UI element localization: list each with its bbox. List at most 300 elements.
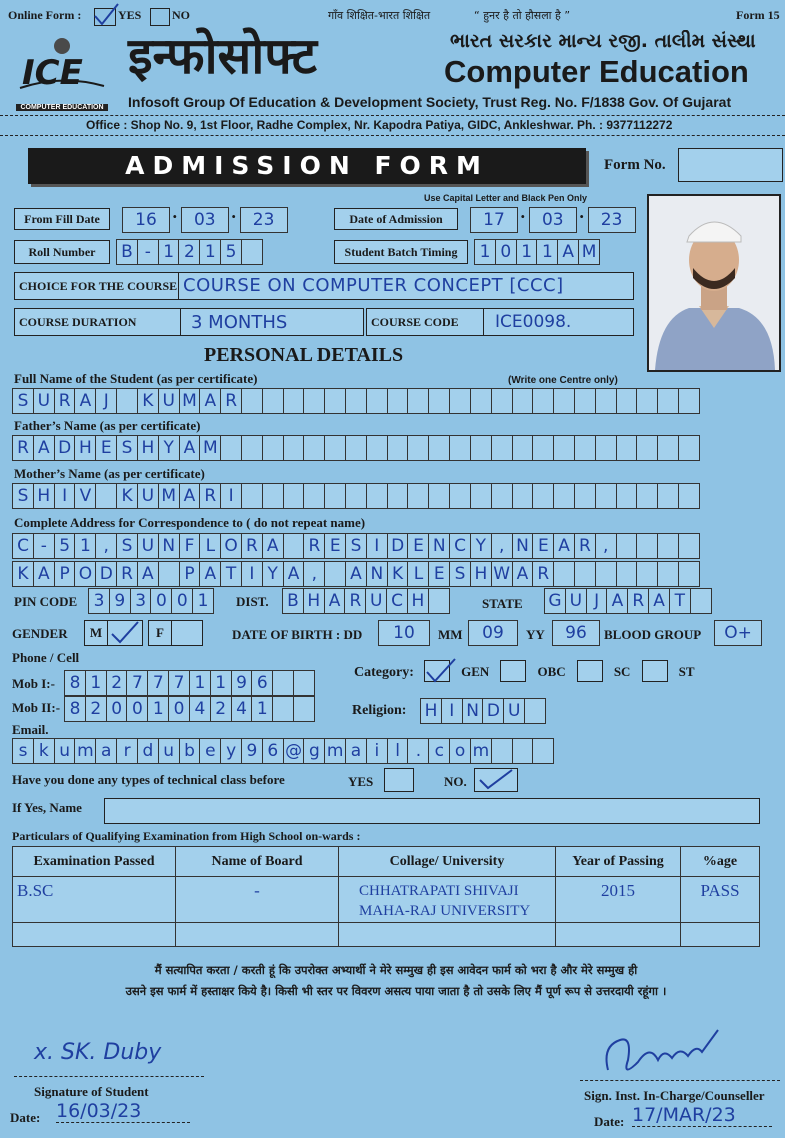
course-duration-label: COURSE DURATION: [19, 315, 137, 329]
roll-number-cells: [116, 239, 262, 265]
email-cell: u: [54, 738, 76, 764]
email-cell: l: [387, 738, 409, 764]
society-line: Infosoft Group Of Education & Development Society, Trust Reg. No. F/1838 Gov. Of Gujarat: [128, 94, 732, 110]
batch-cell: M: [578, 239, 600, 265]
pin-cell: 1: [192, 588, 214, 614]
qualification-heading: Particulars of Qualifying Examination from High School on-wards :: [12, 829, 361, 843]
mob2-cell: 2: [210, 696, 232, 722]
incharge-signature-line: [580, 1080, 780, 1081]
mob1-cells: [64, 670, 314, 696]
full-name-cell: [491, 388, 513, 414]
student-photo: [647, 194, 781, 372]
roll-cell: 5: [220, 239, 242, 265]
father-name-cell: [636, 435, 658, 461]
mother-name-cell: [678, 483, 700, 509]
pin-cell: 0: [150, 588, 172, 614]
course-code-divider: [483, 309, 484, 335]
qualification-header-row: [13, 847, 760, 877]
gender-f-checkbox: [171, 620, 203, 646]
religion-cell: N: [462, 698, 484, 724]
email-cell: k: [33, 738, 55, 764]
email-cell: o: [449, 738, 471, 764]
address-cell: K: [12, 561, 34, 587]
course-choice-value: COURSE ON COMPUTER CONCEPT [CCC]: [183, 275, 564, 296]
tech-yes-label: YES: [348, 774, 374, 789]
mob1-label: Mob I:-: [12, 676, 55, 691]
pin-cell: 3: [130, 588, 152, 614]
mob2-cell: 0: [168, 696, 190, 722]
full-name-cells: [12, 388, 699, 414]
dist-cell: H: [303, 588, 325, 614]
date-separator: ·: [520, 207, 526, 226]
full-name-cell: [616, 388, 638, 414]
course-choice-label: CHOICE FOR THE COURSE: [19, 279, 178, 293]
logo: [16, 34, 108, 114]
mother-name-cell: [241, 483, 263, 509]
mob1-cell: 8: [64, 670, 86, 696]
address-cell: [553, 561, 575, 587]
tick-icon: [108, 618, 142, 646]
address-cell: -: [33, 533, 55, 559]
mob1-cell: 2: [106, 670, 128, 696]
religion-cell: D: [482, 698, 504, 724]
tick-icon: [476, 766, 516, 792]
father-name-cell: [678, 435, 700, 461]
mother-name-cell: [407, 483, 429, 509]
full-name-cell: U: [33, 388, 55, 414]
full-name-cell: [262, 388, 284, 414]
religion-cell: [524, 698, 546, 724]
batch-cell: 1: [474, 239, 496, 265]
mother-name-cell: [616, 483, 638, 509]
form-code: Form 15: [736, 8, 780, 22]
mother-name-cell: U: [137, 483, 159, 509]
mob2-cell: [293, 696, 315, 722]
email-cell: e: [199, 738, 221, 764]
gujarati-line: ભારત સરકાર માન્ય રજી. તાલીમ સંસ્થા: [450, 30, 756, 52]
mother-name-cell: I: [54, 483, 76, 509]
address-cell: 5: [54, 533, 76, 559]
mother-name-label: Mother’s Name (as per certificate): [14, 466, 205, 481]
email-cell: m: [324, 738, 346, 764]
address-cell: P: [54, 561, 76, 587]
mob2-cell: 1: [147, 696, 169, 722]
online-no-label: NO: [172, 8, 190, 22]
full-name-cell: [595, 388, 617, 414]
email-cell: 6: [262, 738, 284, 764]
address-cell: O: [74, 561, 96, 587]
from-fill-date-mm: 03: [181, 207, 229, 233]
father-name-cell: [428, 435, 450, 461]
address-cell: W: [491, 561, 513, 587]
address-cell: Y: [470, 533, 492, 559]
ice-logo-icon: [16, 34, 108, 92]
full-name-cell: [636, 388, 658, 414]
dist-label: DIST.: [236, 594, 269, 609]
mother-name-cell: V: [74, 483, 96, 509]
gender-m: M: [84, 620, 108, 646]
course-duration-row: [14, 308, 364, 336]
address-cell: L: [407, 561, 429, 587]
mob1-cell: 6: [251, 670, 273, 696]
full-name-cell: [678, 388, 700, 414]
father-name-cell: [616, 435, 638, 461]
father-name-label: Father’s Name (as per certificate): [14, 418, 201, 433]
full-name-cell: [303, 388, 325, 414]
father-name-cell: H: [137, 435, 159, 461]
father-name-cell: [595, 435, 617, 461]
address-cell: [657, 533, 679, 559]
admission-mm: 03: [529, 207, 577, 233]
brand-english: Computer Education: [444, 54, 749, 89]
address-cell: E: [324, 533, 346, 559]
pin-code-label: PIN CODE: [14, 594, 78, 609]
father-name-cell: A: [33, 435, 55, 461]
address-cell: I: [241, 561, 263, 587]
email-label: Email.: [12, 722, 49, 737]
full-name-cell: U: [158, 388, 180, 414]
cat-st-label: ST: [678, 663, 695, 679]
hindi-slogan-2: “ हुनर है तो हौसला है ”: [474, 9, 571, 22]
dob-mm-label: MM: [438, 627, 463, 642]
address-cell: ,: [303, 561, 325, 587]
mother-name-cell: [428, 483, 450, 509]
from-fill-date-dd: 16: [122, 207, 170, 233]
declaration-line1: मैं सत्यापित करता / करती हूं कि उपरोक्त अभ्यार्थी ने मेरे सम्मुख ही इस आवेदन फार्म को भरा है और मेरे सम्मुख ही: [154, 963, 638, 977]
date-of-admission: [470, 207, 634, 233]
dist-cell: U: [365, 588, 387, 614]
address-cell: [657, 561, 679, 587]
father-name-cell: [470, 435, 492, 461]
address-cell: [678, 533, 700, 559]
tech-no-label: NO.: [444, 774, 467, 789]
mob1-cell: 1: [85, 670, 107, 696]
centre-note: (Write one Centre only): [508, 375, 618, 386]
address-cell: D: [387, 533, 409, 559]
cat-obc-label: OBC: [537, 663, 566, 679]
declaration-line2: उसने इस फार्म में हस्ताक्षर किये है। किसी भी स्तर पर विवरण असत्य पाया जाता है तो उसके लिए मैं पूर्ण रूप से उत्तरदायी रहूंगा ।: [125, 984, 667, 998]
dob-yy-cells: [552, 620, 599, 646]
father-name-cell: [574, 435, 596, 461]
form-no-field: [678, 148, 783, 182]
pin-code-cells: [88, 588, 213, 614]
email-cell: d: [137, 738, 159, 764]
father-name-cell: M: [199, 435, 221, 461]
religion-cell: H: [420, 698, 442, 724]
address-cell: F: [179, 533, 201, 559]
address-cell: 1: [74, 533, 96, 559]
full-name-cell: R: [220, 388, 242, 414]
father-name-cell: [324, 435, 346, 461]
gender-f: F: [148, 620, 172, 646]
full-name-cell: [470, 388, 492, 414]
address-cell: K: [387, 561, 409, 587]
mother-name-cell: [595, 483, 617, 509]
mother-name-cell: [345, 483, 367, 509]
full-name-cell: [241, 388, 263, 414]
father-name-cells: [12, 435, 699, 461]
full-name-cell: [283, 388, 305, 414]
course-code-label: COURSE CODE: [371, 315, 459, 329]
from-fill-date: [122, 207, 286, 233]
full-name-cell: A: [74, 388, 96, 414]
mob2-cell: 0: [106, 696, 128, 722]
if-yes-label: If Yes, Name: [12, 800, 82, 815]
email-cell: g: [303, 738, 325, 764]
mob1-cell: [293, 670, 315, 696]
father-name-cell: [262, 435, 284, 461]
col-board: Name of Board: [176, 847, 339, 877]
address-cell: H: [470, 561, 492, 587]
mother-name-cell: [532, 483, 554, 509]
address-cell: A: [553, 533, 575, 559]
form-no-label: Form No.: [604, 157, 666, 173]
state-cell: T: [669, 588, 691, 614]
address-cell: A: [283, 561, 305, 587]
father-name-cell: [657, 435, 679, 461]
mother-name-cell: [387, 483, 409, 509]
roll-number-label: Roll Number: [14, 240, 110, 264]
mother-name-cell: [512, 483, 534, 509]
header-divider-bottom: [0, 135, 785, 136]
address-cell: [283, 533, 305, 559]
address-cell: Y: [262, 561, 284, 587]
course-choice-row: [14, 272, 634, 300]
dob-label: DATE OF BIRTH : DD: [232, 627, 363, 642]
father-name-cell: [407, 435, 429, 461]
father-name-cell: [491, 435, 513, 461]
dob-mm-cells: [468, 620, 517, 646]
roll-cell: [241, 239, 263, 265]
address-cell: A: [512, 561, 534, 587]
col-year: Year of Passing: [556, 847, 681, 877]
logo-tagline: COMPUTER EDUCATION: [16, 104, 108, 111]
father-name-cell: Y: [158, 435, 180, 461]
religion-cell: U: [503, 698, 525, 724]
date-separator: ·: [578, 207, 585, 226]
cat-st-checkbox: [642, 660, 668, 682]
address-line1-cells: [12, 533, 699, 559]
full-name-cell: [532, 388, 554, 414]
mother-name-cell: [636, 483, 658, 509]
address-cell: [636, 561, 658, 587]
full-name-cell: A: [199, 388, 221, 414]
tech-yes-checkbox: [384, 768, 414, 792]
father-name-cell: D: [54, 435, 76, 461]
state-cell: J: [586, 588, 608, 614]
blood-group-cells: [714, 620, 761, 646]
email-cell: u: [158, 738, 180, 764]
address-cell: A: [345, 561, 367, 587]
email-cell: m: [74, 738, 96, 764]
gender-label: GENDER: [12, 626, 68, 641]
address-cell: C: [12, 533, 34, 559]
address-cell: S: [449, 561, 471, 587]
father-name-cell: [241, 435, 263, 461]
email-cell: 9: [241, 738, 263, 764]
hindi-slogan-1: गाँव शिक्षित-भारत शिक्षित: [328, 9, 431, 22]
full-name-cell: [407, 388, 429, 414]
mother-name-cell: M: [158, 483, 180, 509]
email-cells: [12, 738, 553, 764]
board-value: -: [176, 877, 339, 947]
from-fill-date-label: From Fill Date: [14, 208, 110, 230]
online-yes-label: YES: [118, 8, 142, 22]
state-cell: R: [627, 588, 649, 614]
course-code-row: [366, 308, 634, 336]
address-cell: T: [220, 561, 242, 587]
roll-cell: B: [116, 239, 138, 265]
batch-cell: 0: [495, 239, 517, 265]
father-name-cell: [345, 435, 367, 461]
student-signature-label: Signature of Student: [34, 1084, 149, 1099]
state-cell: A: [606, 588, 628, 614]
qualification-table: [12, 846, 760, 947]
admission-title: ADMISSION FORM: [125, 151, 489, 180]
address-cell: U: [137, 533, 159, 559]
full-name-cell: J: [95, 388, 117, 414]
address-cell: R: [532, 561, 554, 587]
email-cell: m: [470, 738, 492, 764]
mob2-cell: [272, 696, 294, 722]
full-name-cell: [553, 388, 575, 414]
father-name-cell: [220, 435, 242, 461]
dist-cell: H: [407, 588, 429, 614]
student-signature: x. SK. Duby: [34, 1040, 162, 1065]
father-name-cell: [387, 435, 409, 461]
admission-dd: 17: [470, 207, 518, 233]
state-cell: U: [565, 588, 587, 614]
mob1-cell: 9: [231, 670, 253, 696]
father-name-cell: H: [74, 435, 96, 461]
father-name-cell: [532, 435, 554, 461]
roll-cell: 1: [158, 239, 180, 265]
student-portrait-icon: [649, 196, 779, 370]
address-cell: [636, 533, 658, 559]
if-yes-field: [104, 798, 760, 824]
technical-label: Have you done any types of technical class before: [12, 772, 285, 787]
address-cell: N: [158, 533, 180, 559]
address-cell: [678, 561, 700, 587]
state-cell: A: [648, 588, 670, 614]
full-name-cell: S: [12, 388, 34, 414]
category-label: Category:: [354, 665, 414, 680]
batch-cell: 1: [536, 239, 558, 265]
mother-name-cell: [324, 483, 346, 509]
email-cell: i: [366, 738, 388, 764]
address-cell: R: [303, 533, 325, 559]
svg-text:ICE: ICE: [22, 53, 83, 92]
address-cell: E: [407, 533, 429, 559]
col-percent: %age: [681, 847, 760, 877]
blood-group-label: BLOOD GROUP: [604, 627, 702, 642]
cat-obc-checkbox: [500, 660, 526, 682]
mother-name-cell: [95, 483, 117, 509]
incharge-date-label: Date:: [594, 1114, 625, 1129]
mother-name-cell: [491, 483, 513, 509]
blood-group-value: O+: [714, 620, 762, 646]
mother-name-cell: [262, 483, 284, 509]
address-cell: R: [116, 561, 138, 587]
mob2-cell: 2: [85, 696, 107, 722]
table-row-divider: [12, 922, 760, 923]
address-cell: [324, 561, 346, 587]
address-cell: A: [262, 533, 284, 559]
instruction-text: Use Capital Letter and Black Pen Only: [424, 193, 588, 203]
religion-cell: I: [441, 698, 463, 724]
father-name-cell: [512, 435, 534, 461]
mother-name-cell: A: [179, 483, 201, 509]
date-separator: ·: [172, 207, 178, 226]
email-cell: [491, 738, 513, 764]
full-name-cell: [345, 388, 367, 414]
mob2-cell: 1: [251, 696, 273, 722]
father-name-cell: [303, 435, 325, 461]
dob-mm: 09: [468, 620, 518, 646]
address-cell: C: [449, 533, 471, 559]
batch-timing-label: Student Batch Timing: [334, 240, 468, 264]
mother-name-cell: [553, 483, 575, 509]
pin-cell: 3: [88, 588, 110, 614]
tick-icon: [424, 656, 458, 684]
full-name-cell: K: [137, 388, 159, 414]
address-cell: [158, 561, 180, 587]
pin-cell: 0: [171, 588, 193, 614]
mob1-cell: 7: [147, 670, 169, 696]
address-label: Complete Address for Correspondence to ( do not repeat name): [14, 515, 366, 530]
col-university: Collage/ University: [339, 847, 556, 877]
mother-name-cell: H: [33, 483, 55, 509]
mother-name-cell: S: [12, 483, 34, 509]
mother-name-cell: [303, 483, 325, 509]
email-cell: a: [345, 738, 367, 764]
email-cell: c: [428, 738, 450, 764]
father-name-cell: S: [116, 435, 138, 461]
dist-cell: A: [324, 588, 346, 614]
exam-value: B.SC: [13, 877, 176, 947]
address-cell: I: [366, 533, 388, 559]
address-cell: L: [199, 533, 221, 559]
admission-banner: [28, 148, 586, 184]
year-value: 2015: [556, 877, 681, 947]
full-name-label: Full Name of the Student (as per certificate): [14, 371, 258, 386]
col-exam: Examination Passed: [13, 847, 176, 877]
from-fill-date-yy: 23: [240, 207, 288, 233]
address-cell: ,: [595, 533, 617, 559]
cat-sc-label: SC: [613, 663, 631, 679]
dob-yy-label: YY: [526, 627, 545, 642]
percent-value: PASS: [681, 877, 760, 947]
office-line: Office : Shop No. 9, 1st Floor, Radhe Complex, Nr. Kapodra Patiya, GIDC, Ankleshwar. Ph. : 9377112272: [86, 118, 673, 132]
course-duration-value: 3 MONTHS: [191, 312, 288, 333]
incharge-signature-icon: [598, 1026, 728, 1086]
email-cell: b: [179, 738, 201, 764]
address-cell: O: [220, 533, 242, 559]
father-name-cell: [553, 435, 575, 461]
mob1-cell: 7: [126, 670, 148, 696]
cat-gen-label: GEN: [461, 663, 490, 679]
address-cell: A: [199, 561, 221, 587]
course-code-value: ICE0098.: [495, 312, 572, 332]
roll-cell: -: [137, 239, 159, 265]
mob2-cell: 4: [231, 696, 253, 722]
dist-cell: B: [282, 588, 304, 614]
dist-cells: [282, 588, 449, 614]
full-name-cell: [366, 388, 388, 414]
email-cell: [532, 738, 554, 764]
email-cell: @: [283, 738, 305, 764]
email-cell: [512, 738, 534, 764]
